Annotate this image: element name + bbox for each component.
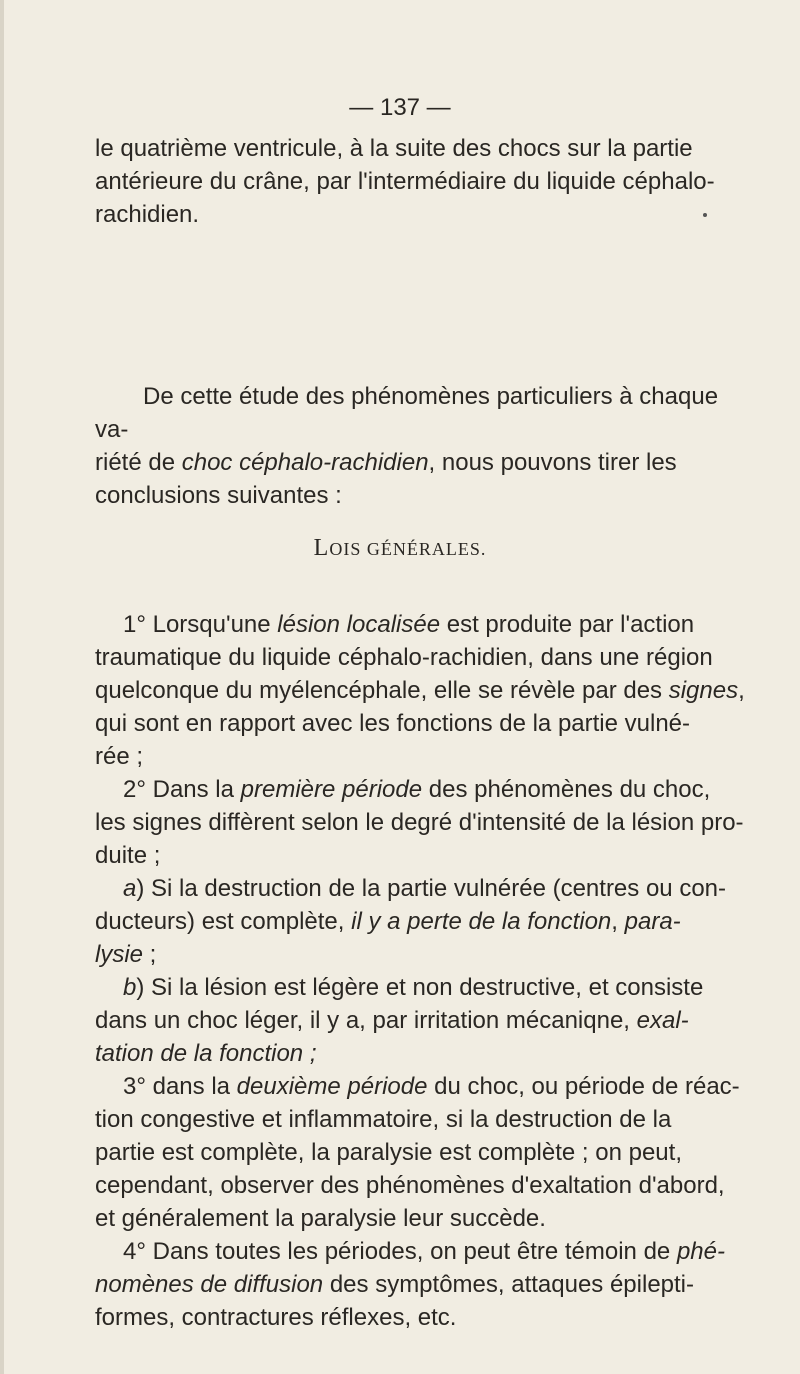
section-heading: LOIS GÉNÉRALES.: [313, 535, 487, 561]
text-line: b) Si la lésion est légère et non destructive, et consiste: [123, 974, 704, 1001]
paragraph-conclusions-intro: [95, 380, 745, 512]
page-number: — 137 —: [349, 94, 451, 121]
text-line: 2° Dans la première période des phénomènes du choc,: [123, 776, 711, 803]
text-line: riété de choc céphalo-rachidien, nous pouvons tirer les: [95, 449, 677, 476]
text-line: cependant, observer des phénomènes d'exaltation d'abord,: [95, 1172, 725, 1199]
text-line: lysie ;: [95, 941, 157, 968]
paragraph-point-4: [95, 1235, 745, 1334]
italic-term: choc céphalo-rachidien: [181, 449, 429, 476]
text-line: conclusions suivantes :: [95, 482, 342, 509]
text-line: 1° Lorsqu'une lésion localisée est produite par l'action: [123, 611, 695, 638]
text-line: quelconque du myélencéphale, elle se révèle par des signes,: [95, 677, 745, 704]
text-line: dans un choc léger, il y a, par irritation mécaniqne, exal-: [95, 1007, 689, 1034]
text-line: tion congestive et inflammatoire, si la destruction de la: [95, 1106, 672, 1133]
text-line: rachidien.: [95, 201, 200, 228]
text-line: et généralement la paralysie leur succède.: [95, 1205, 546, 1232]
text-line: antérieure du crâne, par l'intermédiaire du liquide céphalo-: [95, 168, 715, 195]
text-line: a) Si la destruction de la partie vulnérée (centres ou con-: [123, 875, 726, 902]
page-edge: [0, 0, 4, 1374]
ink-speck: [703, 213, 707, 217]
paragraph-point-3: [95, 1070, 745, 1235]
paragraph-point-b: [95, 971, 745, 1070]
text-line: nomènes de diffusion des symptômes, attaques épilepti-: [95, 1271, 695, 1298]
text-line: qui sont en rapport avec les fonctions de la partie vulné-: [95, 710, 691, 737]
paragraph-point-2: [95, 773, 745, 872]
text-line: tation de la fonction ;: [95, 1040, 317, 1067]
text-line: 3° dans la deuxième période du choc, ou période de réac-: [123, 1073, 740, 1100]
text-line: duite ;: [95, 842, 161, 869]
text-line: partie est complète, la paralysie est complète ; on peut,: [95, 1139, 682, 1166]
paragraph-point-1: [95, 608, 745, 773]
text-line: ducteurs) est complète, il y a perte de la fonction, para-: [95, 908, 681, 935]
text-line: formes, contractures réflexes, etc.: [95, 1304, 457, 1331]
text-line: De cette étude des phénomènes particuliers à chaque va-: [95, 383, 719, 443]
text-line: traumatique du liquide céphalo-rachidien, dans une région: [95, 644, 713, 671]
paragraph-point-a: [95, 872, 745, 971]
text-line: 4° Dans toutes les périodes, on peut être témoin de phé-: [123, 1238, 725, 1265]
text-line: le quatrième ventricule, à la suite des chocs sur la partie: [95, 135, 693, 162]
text-line: les signes diffèrent selon le degré d'intensité de la lésion pro-: [95, 809, 744, 836]
paragraph-intro: [95, 132, 745, 231]
text-line: rée ;: [95, 743, 144, 770]
